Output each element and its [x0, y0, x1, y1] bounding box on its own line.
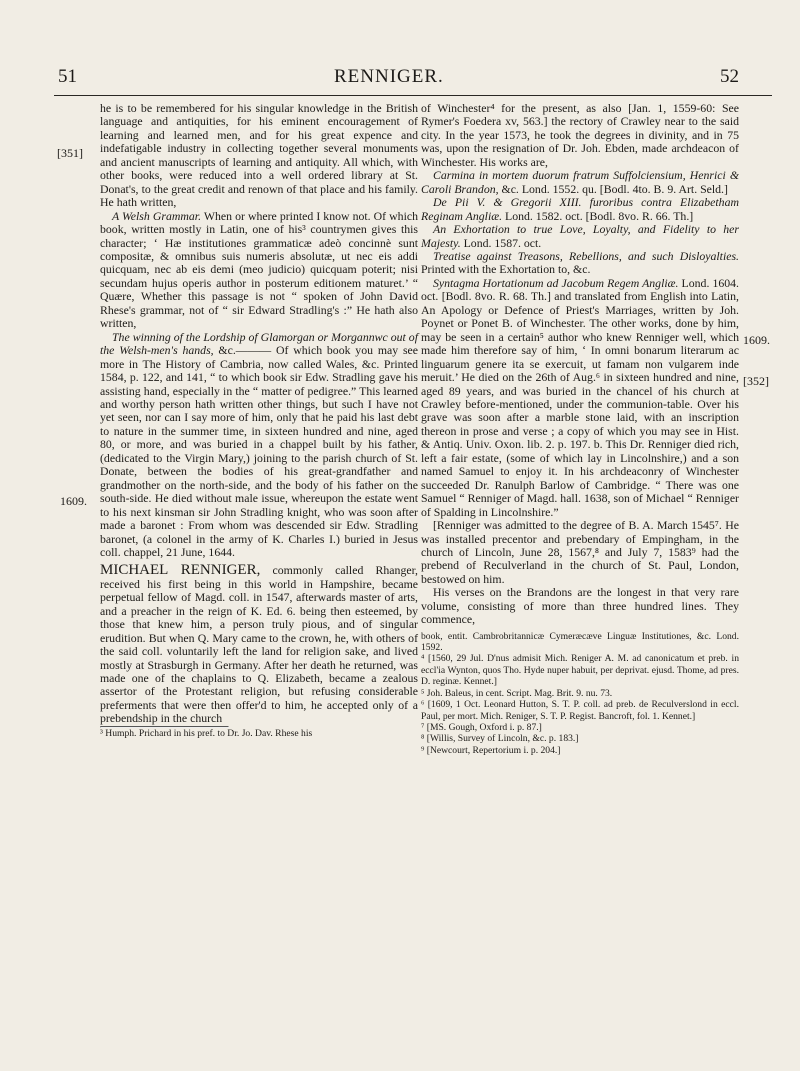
margin-note: 1609. — [60, 494, 87, 508]
work-title: Treatise against Treasons, Rebellions, and such Disloyalties. — [433, 248, 739, 263]
work-title: De Pii V. & Gregorii XIII. furoribus contra Elizabetham Reginam Angliæ. — [421, 195, 739, 223]
footnote: ⁵ Joh. Baleus, in cent. Script. Mag. Brit. 9. nu. 73. — [421, 687, 613, 699]
work-title: The winning of the Lordship of Glamorgan or Morgannwc out of the Welsh-men's hands, — [100, 329, 418, 358]
work-title: Syntagma Hortationum ad Jacobum Regem Angliæ. — [433, 275, 679, 290]
margin-note: [352] — [743, 374, 769, 388]
left-column — [100, 102, 418, 739]
running-header — [0, 60, 800, 92]
paragraph-text: commonly called Rhanger, received his first being in this world in Hampshire, became perpetual fellow of Magd. coll. in 1547, afterwards master of arts, and a preacher in the reign of K. Ed. 6. being then esteemed, by those that knew him, a person truly pious, and of singular erudition. But when Q. Mary came to the crown, he, with others of the said coll. voluntarily left the land for religion sake, and lived mostly at Strasburgh in Germany. After her death he returned, was made one of the chaplains to Q. Elizabeth, became a zealous assertor of the Protestant religion, but refusing considerable preferments that were then offer'd to him, he accepted only of a prebendship in the church — [100, 563, 418, 726]
paragraph-text: &c.——— Of which book you may see more in The History of Cambria, now called Wales, &c. Printed 1584, p. 122, and 141, “ to which book sir Edw. Stradling gave his assisting hand, especially in the “ matter of pedigree.” This learned and worthy person hath written other things, but such I have not yet seen, nor can I say more of him, only that he paid his last debt to nature in the summer time, in sixteen hundred and nine, aged 80, or more, and was buried in a chappel built by his father, (dedicated to the Virgin Mary,) joining to the parish church of St. Donate, between the bodies of his great-grandfather and grandmother on the north-side, and the body of his father on the south-side. He died without male issue, whereupon the estate went to his next kinsman sir John Stradling knight, who was soon after made a baronet : From whom was descended sir Edw. Stradling baronet, (a colonel in the army of K. Charles I.) buried in Jesus coll. chappel, 21 June, 1644. — [100, 343, 419, 559]
paragraph — [100, 564, 418, 725]
margin-note: 1609. — [743, 333, 770, 347]
entry-name: MICHAEL RENNIGER, — [100, 562, 261, 579]
margin-note: [351] — [57, 146, 83, 160]
work-title: A Welsh Grammar. — [112, 208, 202, 223]
right-column — [421, 102, 739, 756]
running-title: RENNIGER. — [334, 66, 444, 87]
paragraph: [Renniger was admitted to the degree of B. A. March 1545⁷. He was installed precentor and prebendary of Empingham, in the church of Lincoln, June 28, 1567,⁸ and July 7, 1583⁹ had the prebend of Reculverland in the church of St. Paul, London, bestowed on him. — [421, 518, 739, 586]
work-title: An Exhortation to true Love, Loyalty, and Fidelity to her Majesty. — [421, 222, 739, 250]
paragraph — [421, 169, 739, 196]
paragraph-text: Printed with the Exhortation to, &c. — [421, 262, 591, 277]
work-title: Carmina in mortem duorum fratrum Suffolciensium, Henrici & Caroli Brandon, — [421, 168, 739, 196]
footnote: ⁴ [1560, 29 Jul. D'nus admisit Mich. Reniger A. M. ad canonicatum et preb. in eccl'ia Wynton, quos Tho. Hyde nuper habuit, per deprivat. ejusd. Thome, ad pres. D. reginæ. Kennet.] — [421, 653, 739, 688]
footnote: ⁸ [Willis, Survey of Lincoln, &c. p. 183.] — [421, 733, 579, 745]
paragraph: of Winchester⁴ for the present, as also [Jan. 1, 1559-60: See Rymer's Foedera xv, 563.] the rectory of Crawley near to the said city. In the year 1573, he took the degrees in divinity, and in 75 was, upon the resignation of Dr. Joh. Ebden, made archdeacon of Winchester. His works are, — [421, 101, 739, 169]
paragraph — [421, 223, 739, 250]
paragraph: he is to be remembered for his singular knowledge in the British language and antiquities, for his eminent encouragement of learning and learned men, and for his great expence and indefatigable industry in collecting together several monuments and ancient manuscripts of learning and antiquity. All which, with other books, were reduced into a well ordered library at St. Donat's, to the great credit and renown of that place and his family. He hath written, — [100, 101, 418, 210]
paragraph-text: When or where printed I know not. Of which book, written mostly in Latin, one of his³ countrymen gives this character; ‘ Hæ institutiones grammaticæ adeò concinnè sunt compositæ, & omnibus suis numeris absolutæ, ut nec eis addi quicquam, nec ab eis demi (meo judicio) quicquam poterit; nisi secundam hujus operis author in posterum editionem maturet.’ “ Quære, Whether this passage is not “ spoken of John David Rhese's grammar, not of “ sir Edward Stradling's :” He hath also written, — [100, 208, 418, 331]
paragraph-text: Lond. 1582. oct. [Bodl. 8vo. R. 66. Th.] — [502, 208, 694, 223]
paragraph — [421, 250, 739, 277]
footnote: ³ Humph. Prichard in his pref. to Dr. Jo. Dav. Rhese his — [100, 727, 313, 739]
paragraph-text: &c. Lond. 1552. qu. [Bodl. 4to. B. 9. Art. Seld.] — [498, 181, 728, 196]
paragraph: His verses on the Brandons are the longest in that very rare volume, consisting of more than three hundred lines. They commence, — [421, 585, 739, 627]
page-number-right: 52 — [720, 66, 739, 87]
footnote: ⁶ [1609, 1 Oct. Leonard Hutton, S. T. P. coll. ad preb. de Reculverslond in eccl. Paul, per mort. Mich. Reniger, S. T. P. Regist. Bancroft, fol. 1. Kennet.] — [421, 699, 739, 722]
page-number-left: 51 — [58, 66, 77, 87]
paragraph — [100, 210, 418, 331]
footnote: book, entit. Cambrobritannicæ Cymeræcæve Linguæ Institutiones, &c. Lond. 1592. — [421, 630, 739, 654]
paragraph — [421, 277, 739, 519]
footnote: ⁹ [Newcourt, Repertorium i. p. 204.] — [421, 744, 561, 756]
paragraph-text: Lond. 1587. oct. — [460, 235, 542, 250]
paragraph — [421, 196, 739, 223]
header-rule — [54, 95, 772, 96]
paragraph — [100, 331, 418, 560]
paragraph-text: Lond. 1604. oct. [Bodl. 8vo. R. 68. Th.] and translated from English into Latin, An Apology or Defence of Priest's Marriages, written by Joh. Poynet or Ponet B. of Winchester. The other works, done by him, may be seen in a certain⁵ author who knew Renniger well, which made him therefore say of him, ‘ In omni bonarum literarum ac linguarum genere ita se exercuit, ut famam non vulgarem inde meruit.’ He died on the 26th of Aug.⁶ in sixteen hundred and nine, aged 89 years, and was buried in the chancel of his church at Crawley before-mentioned, under the communion-table. Over his grave was soon after a marble stone laid, with an inscription thereon in prose and verse ; a copy of which you may see in Hist. & Antiq. Univ. Oxon. lib. 2. p. 197. b. This Dr. Renniger died rich, left a fair estate, (some of which lay in Lincolnshire,) and a son named Samuel to enjoy it. In his archdeaconry of Winchester succeeded Dr. Ranulph Barlow of Cambridge. “ There was one Samuel “ Renniger of Magd. hall. 1638, son of Michael “ Renniger of Spalding in Lincolnshire.” — [421, 275, 739, 519]
footnote: ⁷ [MS. Gough, Oxford i. p. 87.] — [421, 721, 542, 733]
